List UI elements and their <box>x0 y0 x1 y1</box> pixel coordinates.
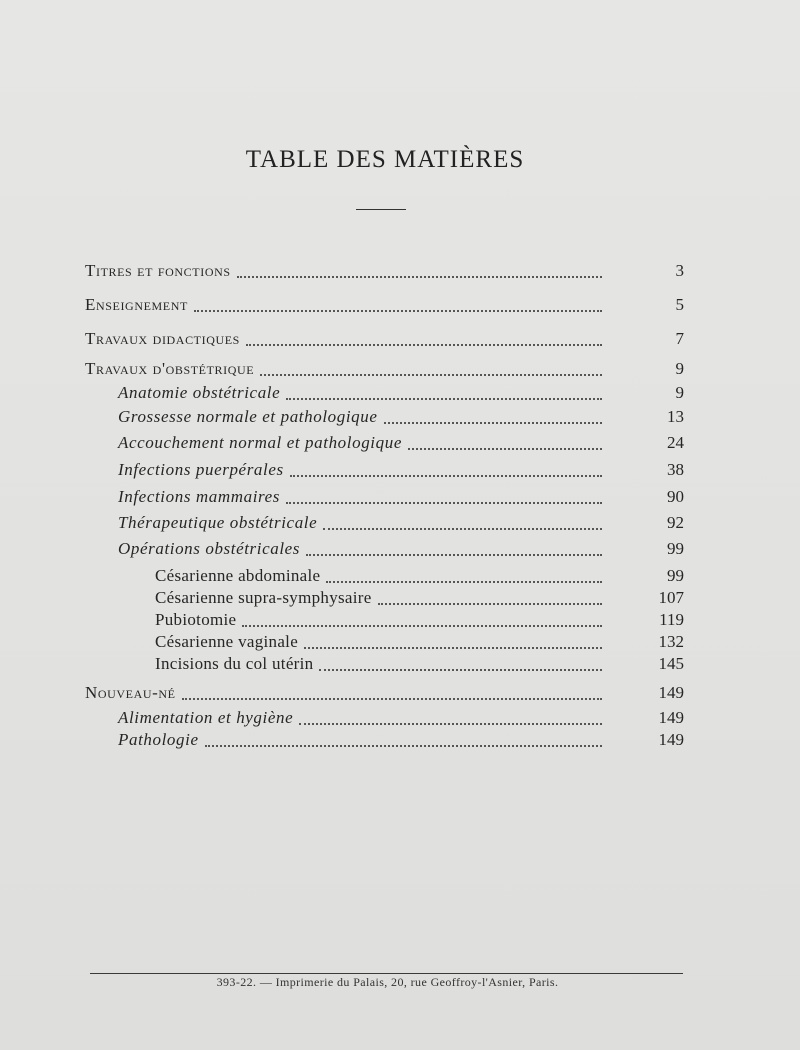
toc-entry <box>155 586 800 610</box>
dot-leader <box>378 603 602 605</box>
toc-entry <box>118 405 800 429</box>
toc-entry-page: 9 <box>675 359 684 378</box>
toc-entry-label: Césarienne vaginale <box>155 632 299 651</box>
toc-entry <box>118 485 800 509</box>
dot-leader <box>290 475 602 477</box>
toc-entry <box>118 511 800 535</box>
toc-entry-page: 99 <box>667 566 684 585</box>
toc-entry <box>118 381 800 405</box>
toc-entry-page: 92 <box>667 513 684 532</box>
toc-entry-page: 149 <box>658 708 684 727</box>
dot-leader <box>384 422 602 424</box>
page-title: TABLE DES MATIÈRES <box>245 146 525 173</box>
dot-leader <box>194 310 602 312</box>
toc-entry <box>85 681 800 705</box>
toc-entry-page: 90 <box>667 487 684 506</box>
toc-entry-label: Grossesse normale et pathologique <box>118 407 378 426</box>
toc-entry <box>85 293 800 317</box>
toc-entry-label: Pubiotomie <box>155 610 237 629</box>
dot-leader <box>323 528 602 530</box>
toc-entry-page: 149 <box>658 730 684 749</box>
toc-entry <box>85 327 800 351</box>
toc-entry-label: Césarienne abdominale <box>155 566 321 585</box>
toc-entry-label: Infections mammaires <box>118 487 280 506</box>
printer-imprint: 393-22. — Imprimerie du Palais, 20, rue Geoffroy-l'Asnier, Paris. <box>216 975 559 989</box>
toc-entry-page: 99 <box>667 539 684 558</box>
toc-entry-label: Enseignement <box>85 295 188 314</box>
dot-leader <box>182 698 602 700</box>
toc-entry-page: 38 <box>667 460 684 479</box>
toc-entry-page: 149 <box>658 683 684 702</box>
title-divider <box>356 209 406 210</box>
dot-leader <box>286 502 602 504</box>
toc-entry <box>155 630 800 654</box>
toc-entry <box>118 706 800 730</box>
toc-entry-label: Opérations obstétricales <box>118 539 301 558</box>
toc-entry-page: 119 <box>659 610 684 629</box>
toc-entry-page: 9 <box>675 383 684 402</box>
dot-leader <box>242 625 602 627</box>
toc-entry <box>155 652 800 676</box>
toc-entry-label: Nouveau-né <box>85 683 176 702</box>
dot-leader <box>326 581 602 583</box>
toc-entry-label: Pathologie <box>118 730 199 749</box>
toc-entry-page: 24 <box>667 433 684 452</box>
dot-leader <box>246 344 602 346</box>
toc-entry-page: 13 <box>667 407 684 426</box>
toc-entry-page: 145 <box>658 654 684 673</box>
toc-entry <box>118 431 800 455</box>
toc-entry <box>85 259 800 283</box>
toc-entry <box>155 608 800 632</box>
dot-leader <box>408 448 602 450</box>
toc-entry-page: 132 <box>658 632 684 651</box>
dot-leader <box>260 374 602 376</box>
dot-leader <box>205 745 602 747</box>
toc-entry-page: 3 <box>675 261 684 280</box>
toc-entry-label: Accouchement normal et pathologique <box>118 433 402 452</box>
dot-leader <box>286 398 602 400</box>
dot-leader <box>319 669 602 671</box>
dot-leader <box>299 723 602 725</box>
toc-entry <box>118 458 800 482</box>
toc-entry <box>155 564 800 588</box>
toc-entry-label: Infections puerpérales <box>118 460 284 479</box>
toc-entry-label: Anatomie obstétricale <box>118 383 281 402</box>
toc-entry-page: 5 <box>675 295 684 314</box>
toc-entry-label: Travaux d'obstétrique <box>85 359 255 378</box>
dot-leader <box>306 554 602 556</box>
toc-entry-label: Titres et fonctions <box>85 261 231 280</box>
dot-leader <box>304 647 602 649</box>
toc-entry-label: Césarienne supra-symphysaire <box>155 588 372 607</box>
dot-leader <box>237 276 602 278</box>
toc-entry <box>118 537 800 561</box>
toc-entry <box>85 357 800 381</box>
toc-entry <box>118 728 800 752</box>
footer-divider <box>90 973 683 974</box>
toc-entry-label: Thérapeutique obstétricale <box>118 513 318 532</box>
toc-entry-label: Travaux didactiques <box>85 329 240 348</box>
toc-entry-label: Alimentation et hygiène <box>118 708 294 727</box>
toc-entry-page: 107 <box>658 588 684 607</box>
toc-entry-page: 7 <box>675 329 684 348</box>
toc-entry-label: Incisions du col utérin <box>155 654 314 673</box>
